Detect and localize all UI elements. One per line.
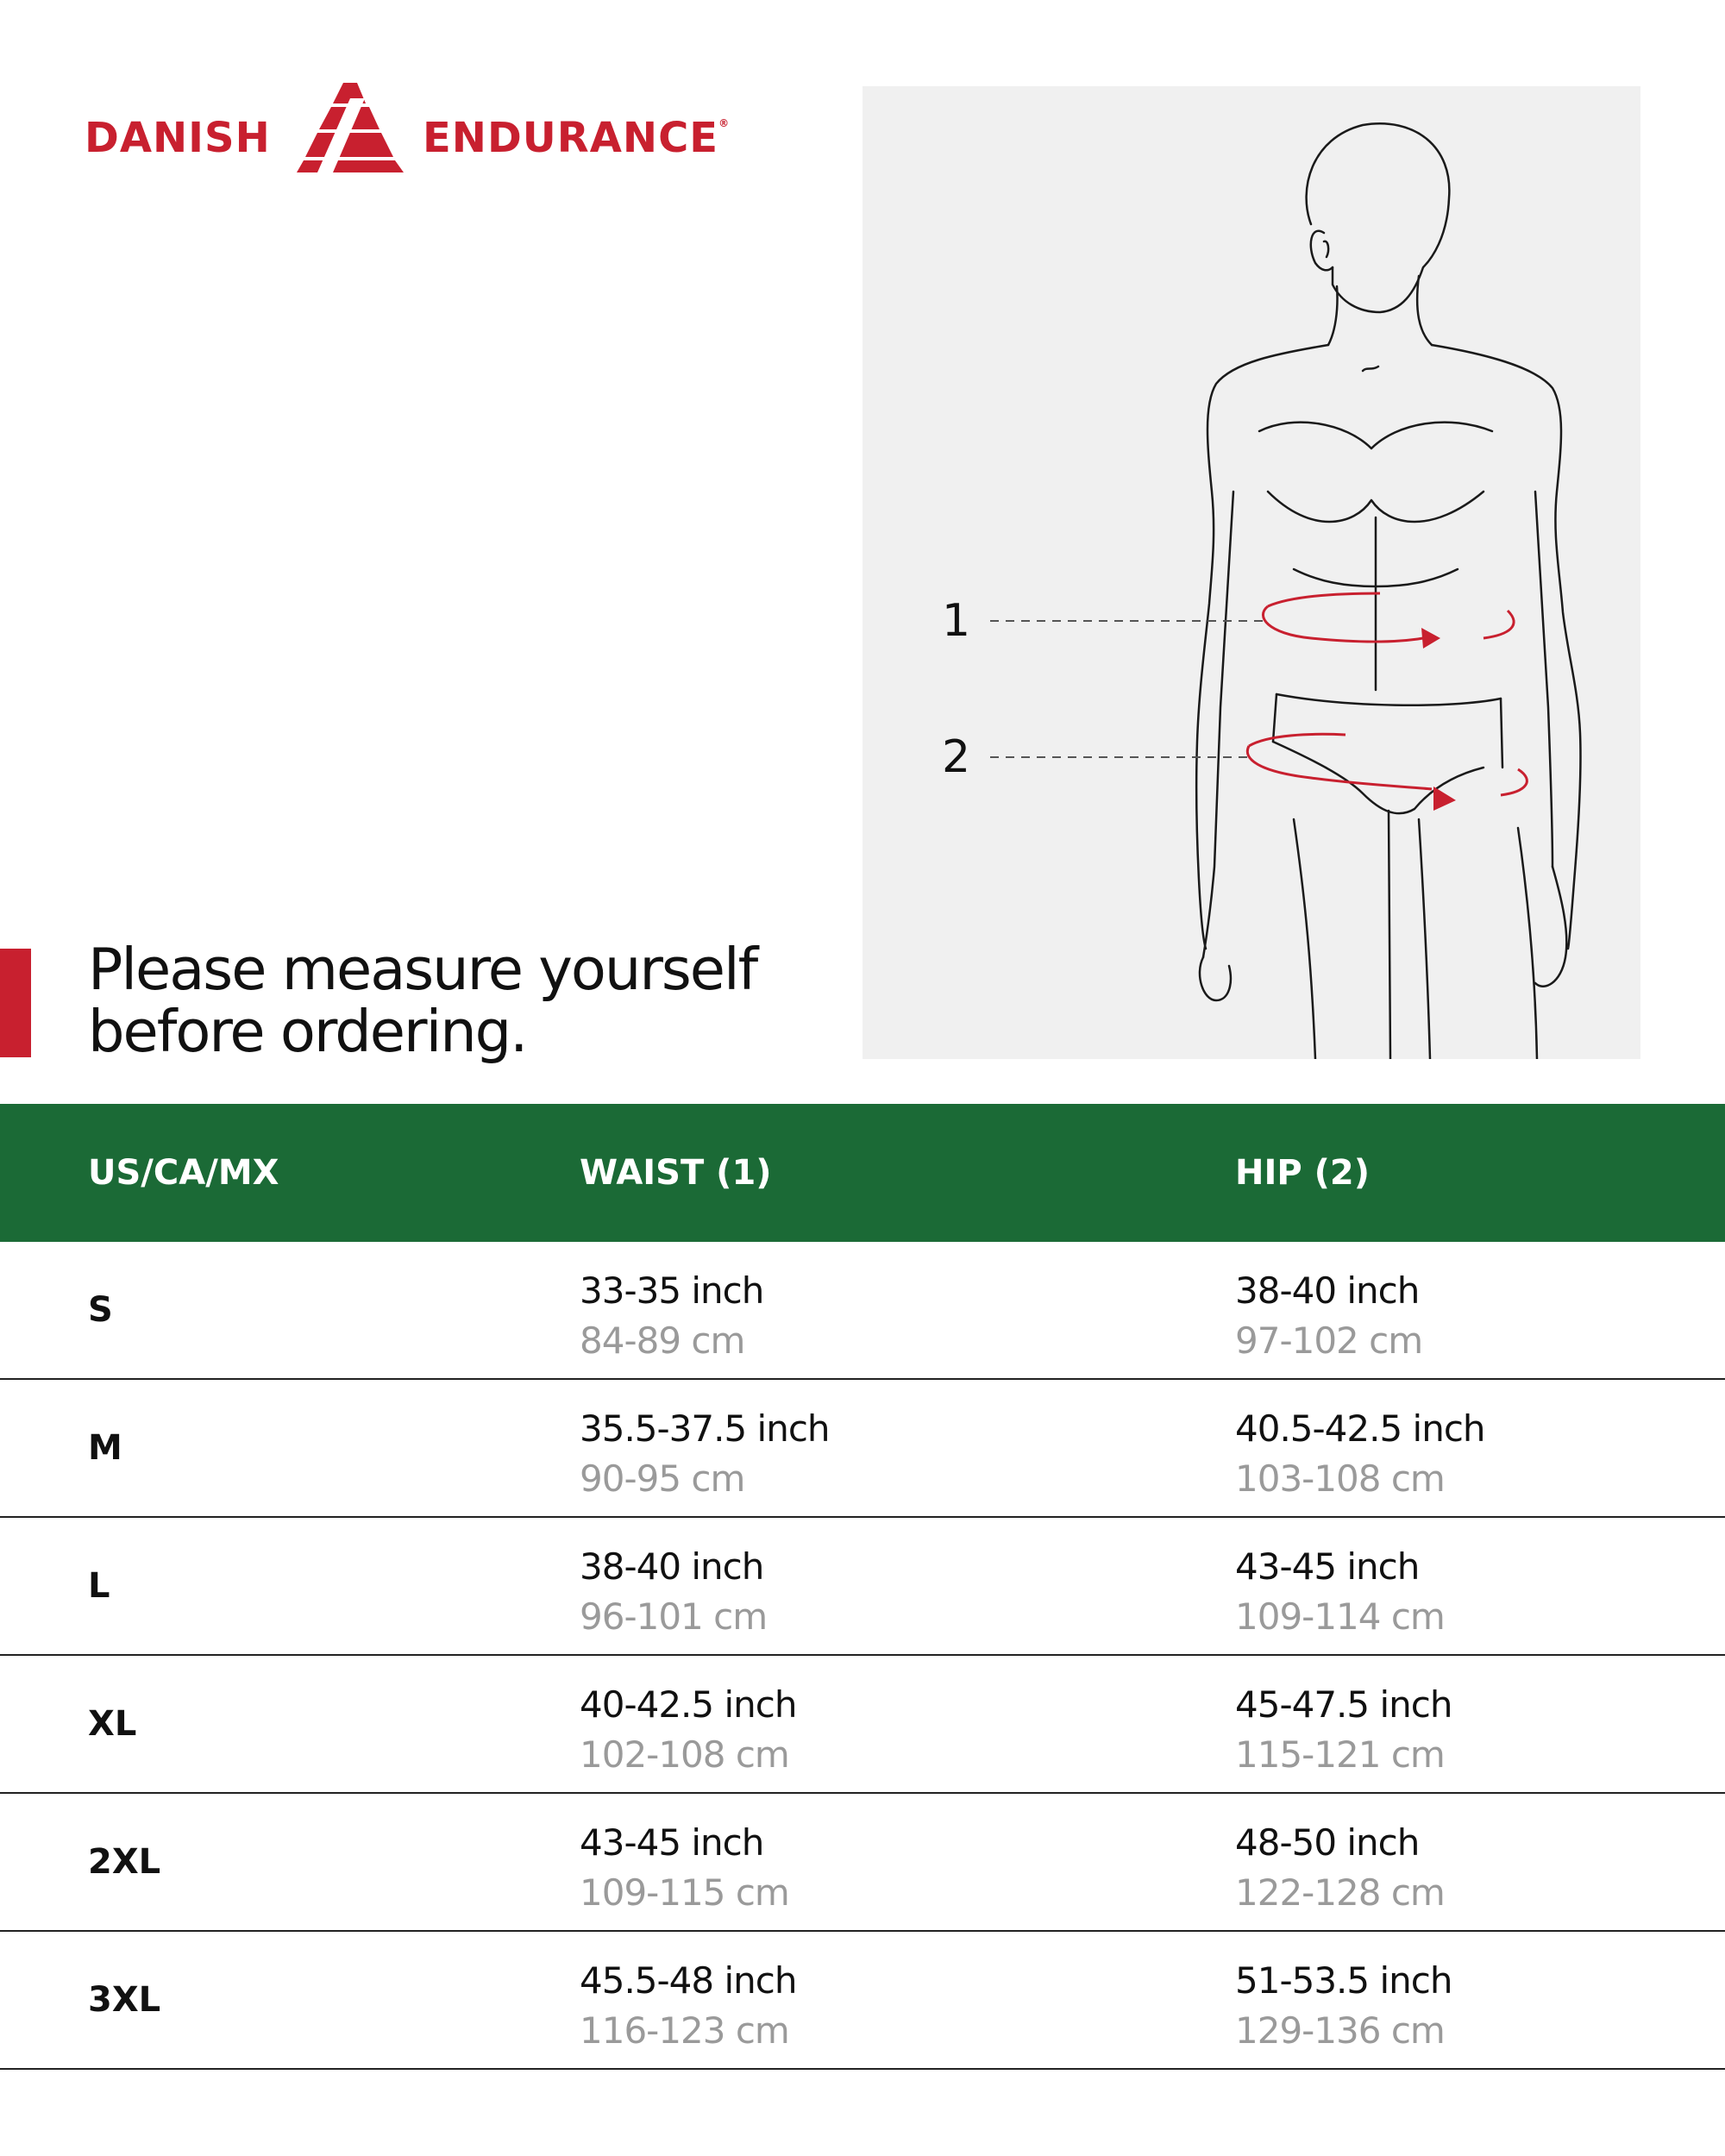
measurement-marker-1: 1 xyxy=(942,595,971,647)
hip-cm: 109-114 cm xyxy=(1235,1595,1445,1638)
waist-cell xyxy=(580,1818,789,1918)
hip-cm: 122-128 cm xyxy=(1235,1871,1445,1914)
hip-inch: 38-40 inch xyxy=(1235,1269,1420,1312)
hip-cell xyxy=(1235,1266,1422,1366)
waist-inch: 38-40 inch xyxy=(580,1545,764,1588)
table-row xyxy=(0,1380,1725,1518)
size-label: S xyxy=(88,1290,113,1330)
waist-cm: 109-115 cm xyxy=(580,1871,789,1914)
hip-inch: 40.5-42.5 inch xyxy=(1235,1407,1485,1450)
waist-cm: 102-108 cm xyxy=(580,1733,789,1776)
hip-cell xyxy=(1235,1818,1445,1918)
page-headline xyxy=(88,936,830,1065)
header-waist: WAIST (1) xyxy=(580,1153,772,1193)
header-hip: HIP (2) xyxy=(1235,1153,1370,1193)
hip-inch: 51-53.5 inch xyxy=(1235,1959,1452,2002)
hip-inch: 48-50 inch xyxy=(1235,1821,1420,1864)
waist-inch: 45.5-48 inch xyxy=(580,1959,797,2002)
body-figure-icon xyxy=(862,86,1640,1059)
table-row xyxy=(0,1656,1725,1794)
measurement-marker-2: 2 xyxy=(942,731,971,783)
waist-cm: 84-89 cm xyxy=(580,1319,745,1362)
accent-bar xyxy=(0,949,31,1057)
waist-cell xyxy=(580,1266,763,1366)
mountain-logo-icon xyxy=(283,83,412,172)
size-label: M xyxy=(88,1428,122,1468)
size-table-header xyxy=(0,1104,1725,1242)
waist-inch: 40-42.5 inch xyxy=(580,1683,797,1726)
hip-cm: 103-108 cm xyxy=(1235,1457,1445,1500)
waist-cm: 96-101 cm xyxy=(580,1595,768,1638)
waist-cm: 116-123 cm xyxy=(580,2009,789,2052)
hip-cm: 129-136 cm xyxy=(1235,2009,1445,2052)
waist-cell xyxy=(580,1680,796,1780)
headline-line-2: before ordering. xyxy=(88,998,527,1065)
hip-cm: 115-121 cm xyxy=(1235,1733,1445,1776)
waist-cell xyxy=(580,1956,796,2056)
hip-cell xyxy=(1235,1404,1485,1504)
brand-logo xyxy=(85,83,749,172)
brand-word-danish: DANISH xyxy=(85,114,271,162)
size-label: XL xyxy=(88,1704,137,1744)
table-row xyxy=(0,1794,1725,1932)
hip-cell xyxy=(1235,1542,1445,1642)
size-table-body xyxy=(0,1242,1725,2070)
brand-word-endurance xyxy=(423,114,730,162)
table-row xyxy=(0,1242,1725,1380)
waist-cm: 90-95 cm xyxy=(580,1457,745,1500)
size-label: L xyxy=(88,1566,110,1606)
registered-mark: ® xyxy=(718,117,731,129)
table-row xyxy=(0,1518,1725,1656)
headline-line-1: Please measure yourself xyxy=(88,936,757,1003)
size-label: 3XL xyxy=(88,1980,161,2020)
hip-cell xyxy=(1235,1956,1452,2056)
header-size-region: US/CA/MX xyxy=(88,1153,279,1193)
waist-inch: 43-45 inch xyxy=(580,1821,764,1864)
hip-cm: 97-102 cm xyxy=(1235,1319,1423,1362)
brand-word-endurance-text: ENDURANCE xyxy=(423,114,719,162)
hip-inch: 43-45 inch xyxy=(1235,1545,1420,1588)
waist-inch: 35.5-37.5 inch xyxy=(580,1407,830,1450)
waist-cell xyxy=(580,1542,767,1642)
hip-cell xyxy=(1235,1680,1452,1780)
waist-cell xyxy=(580,1404,830,1504)
size-label: 2XL xyxy=(88,1842,161,1882)
hip-inch: 45-47.5 inch xyxy=(1235,1683,1452,1726)
body-measurement-illustration xyxy=(862,86,1640,1059)
table-row xyxy=(0,1932,1725,2070)
waist-inch: 33-35 inch xyxy=(580,1269,764,1312)
